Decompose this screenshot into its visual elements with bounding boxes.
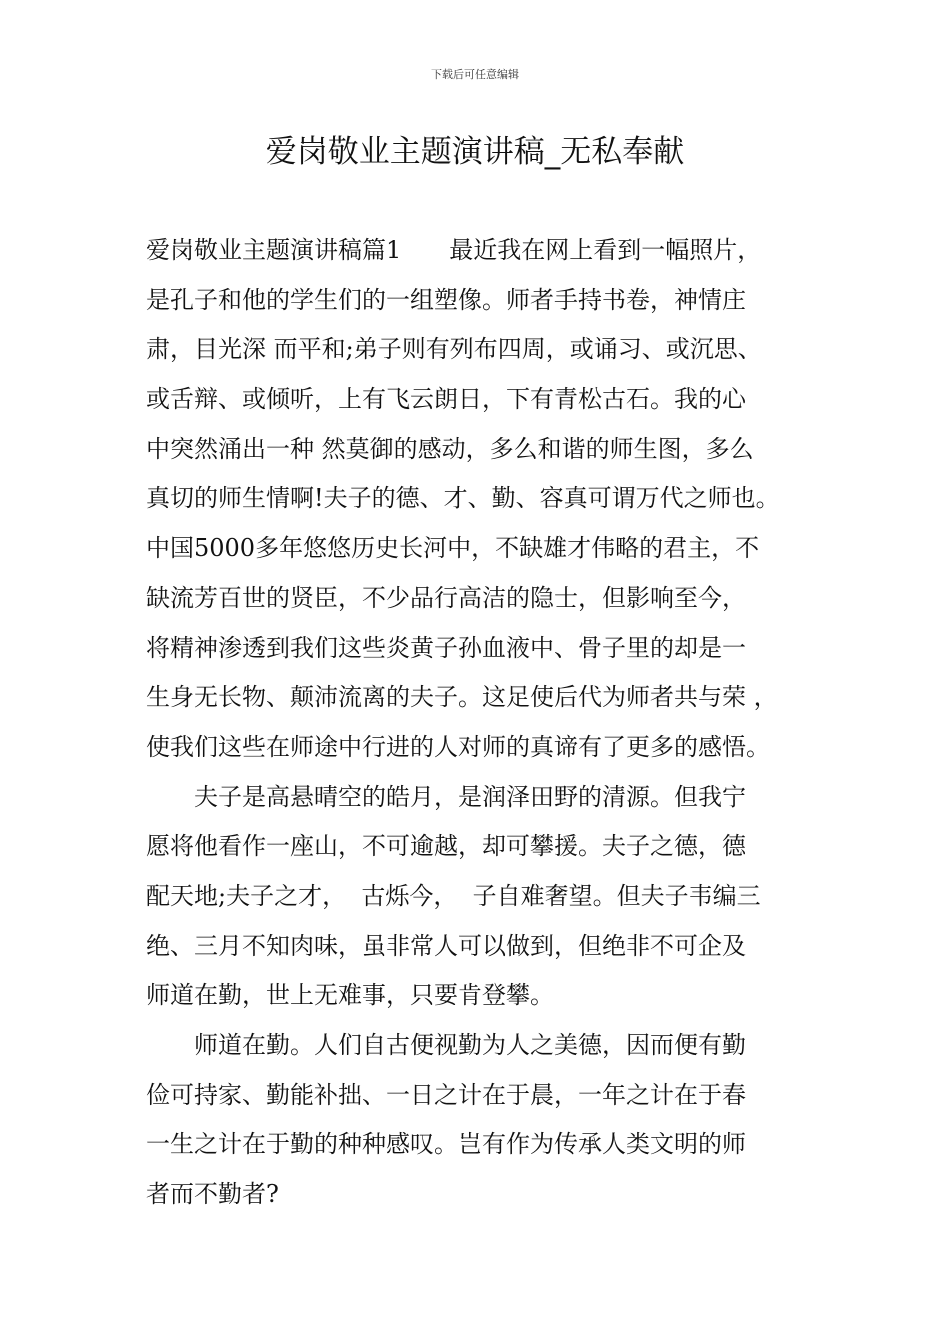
header-note: 下载后可任意编辑	[431, 68, 519, 81]
body-line: 真切的师生情啊!夫子的德、才、勤、容真可谓万代之师也。	[146, 484, 780, 513]
body-line: 配天地;夫子之才， 古烁今， 子自难奢望。但夫子韦编三	[146, 881, 761, 910]
body-line: 缺流芳百世的贤臣，不少品行高洁的隐士，但影响至今，	[146, 583, 746, 612]
document-title: 爱岗敬业主题演讲稿_无私奉献	[265, 134, 685, 170]
body-line: 俭可持家、勤能补拙、一日之计在于晨，一年之计在于春	[146, 1080, 746, 1109]
body-line: 夫子是高悬晴空的皓月，是润泽田野的清源。但我宁	[146, 782, 746, 811]
body-line: 中国5000多年悠悠历史长河中，不缺雄才伟略的君主，不	[146, 534, 760, 563]
body-line: 使我们这些在师途中行进的人对师的真谛有了更多的感悟。	[146, 732, 770, 761]
body-line: 或舌辩、或倾听，上有飞云朗日，下有青松古石。我的心	[146, 385, 746, 414]
body-line: 师道在勤，世上无难事，只要肯登攀。	[146, 981, 554, 1010]
body-line: 爱岗敬业主题演讲稿篇1 最近我在网上看到一幅照片，	[146, 236, 762, 264]
body-line: 师道在勤。人们自古便视勤为人之美德，因而便有勤	[146, 1031, 746, 1059]
body-line: 绝、三月不知肉味，虽非常人可以做到，但绝非不可企及	[146, 931, 746, 960]
body-line: 是孔子和他的学生们的一组塑像。师者手持书卷，神情庄	[146, 285, 746, 314]
body-line: 生身无长物、颠沛流离的夫子。这足使后代为师者共与荣 ，	[146, 683, 778, 712]
document-body	[146, 226, 816, 1220]
body-line: 愿将他看作一座山，不可逾越，却可攀援。夫子之德，德	[146, 832, 746, 861]
body-line: 将精神渗透到我们这些炎黄子孙血液中、骨子里的却是一	[146, 633, 746, 662]
body-line: 一生之计在于勤的种种感叹。岂有作为传承人类文明的师	[146, 1130, 746, 1159]
body-line: 中突然涌出一种 然莫御的感动，多么和谐的师生图，多么	[146, 434, 754, 463]
body-line: 者而不勤者?	[146, 1180, 279, 1209]
body-line: 肃，目光深 而平和;弟子则有列布四周，或诵习、或沉思、	[146, 335, 762, 364]
